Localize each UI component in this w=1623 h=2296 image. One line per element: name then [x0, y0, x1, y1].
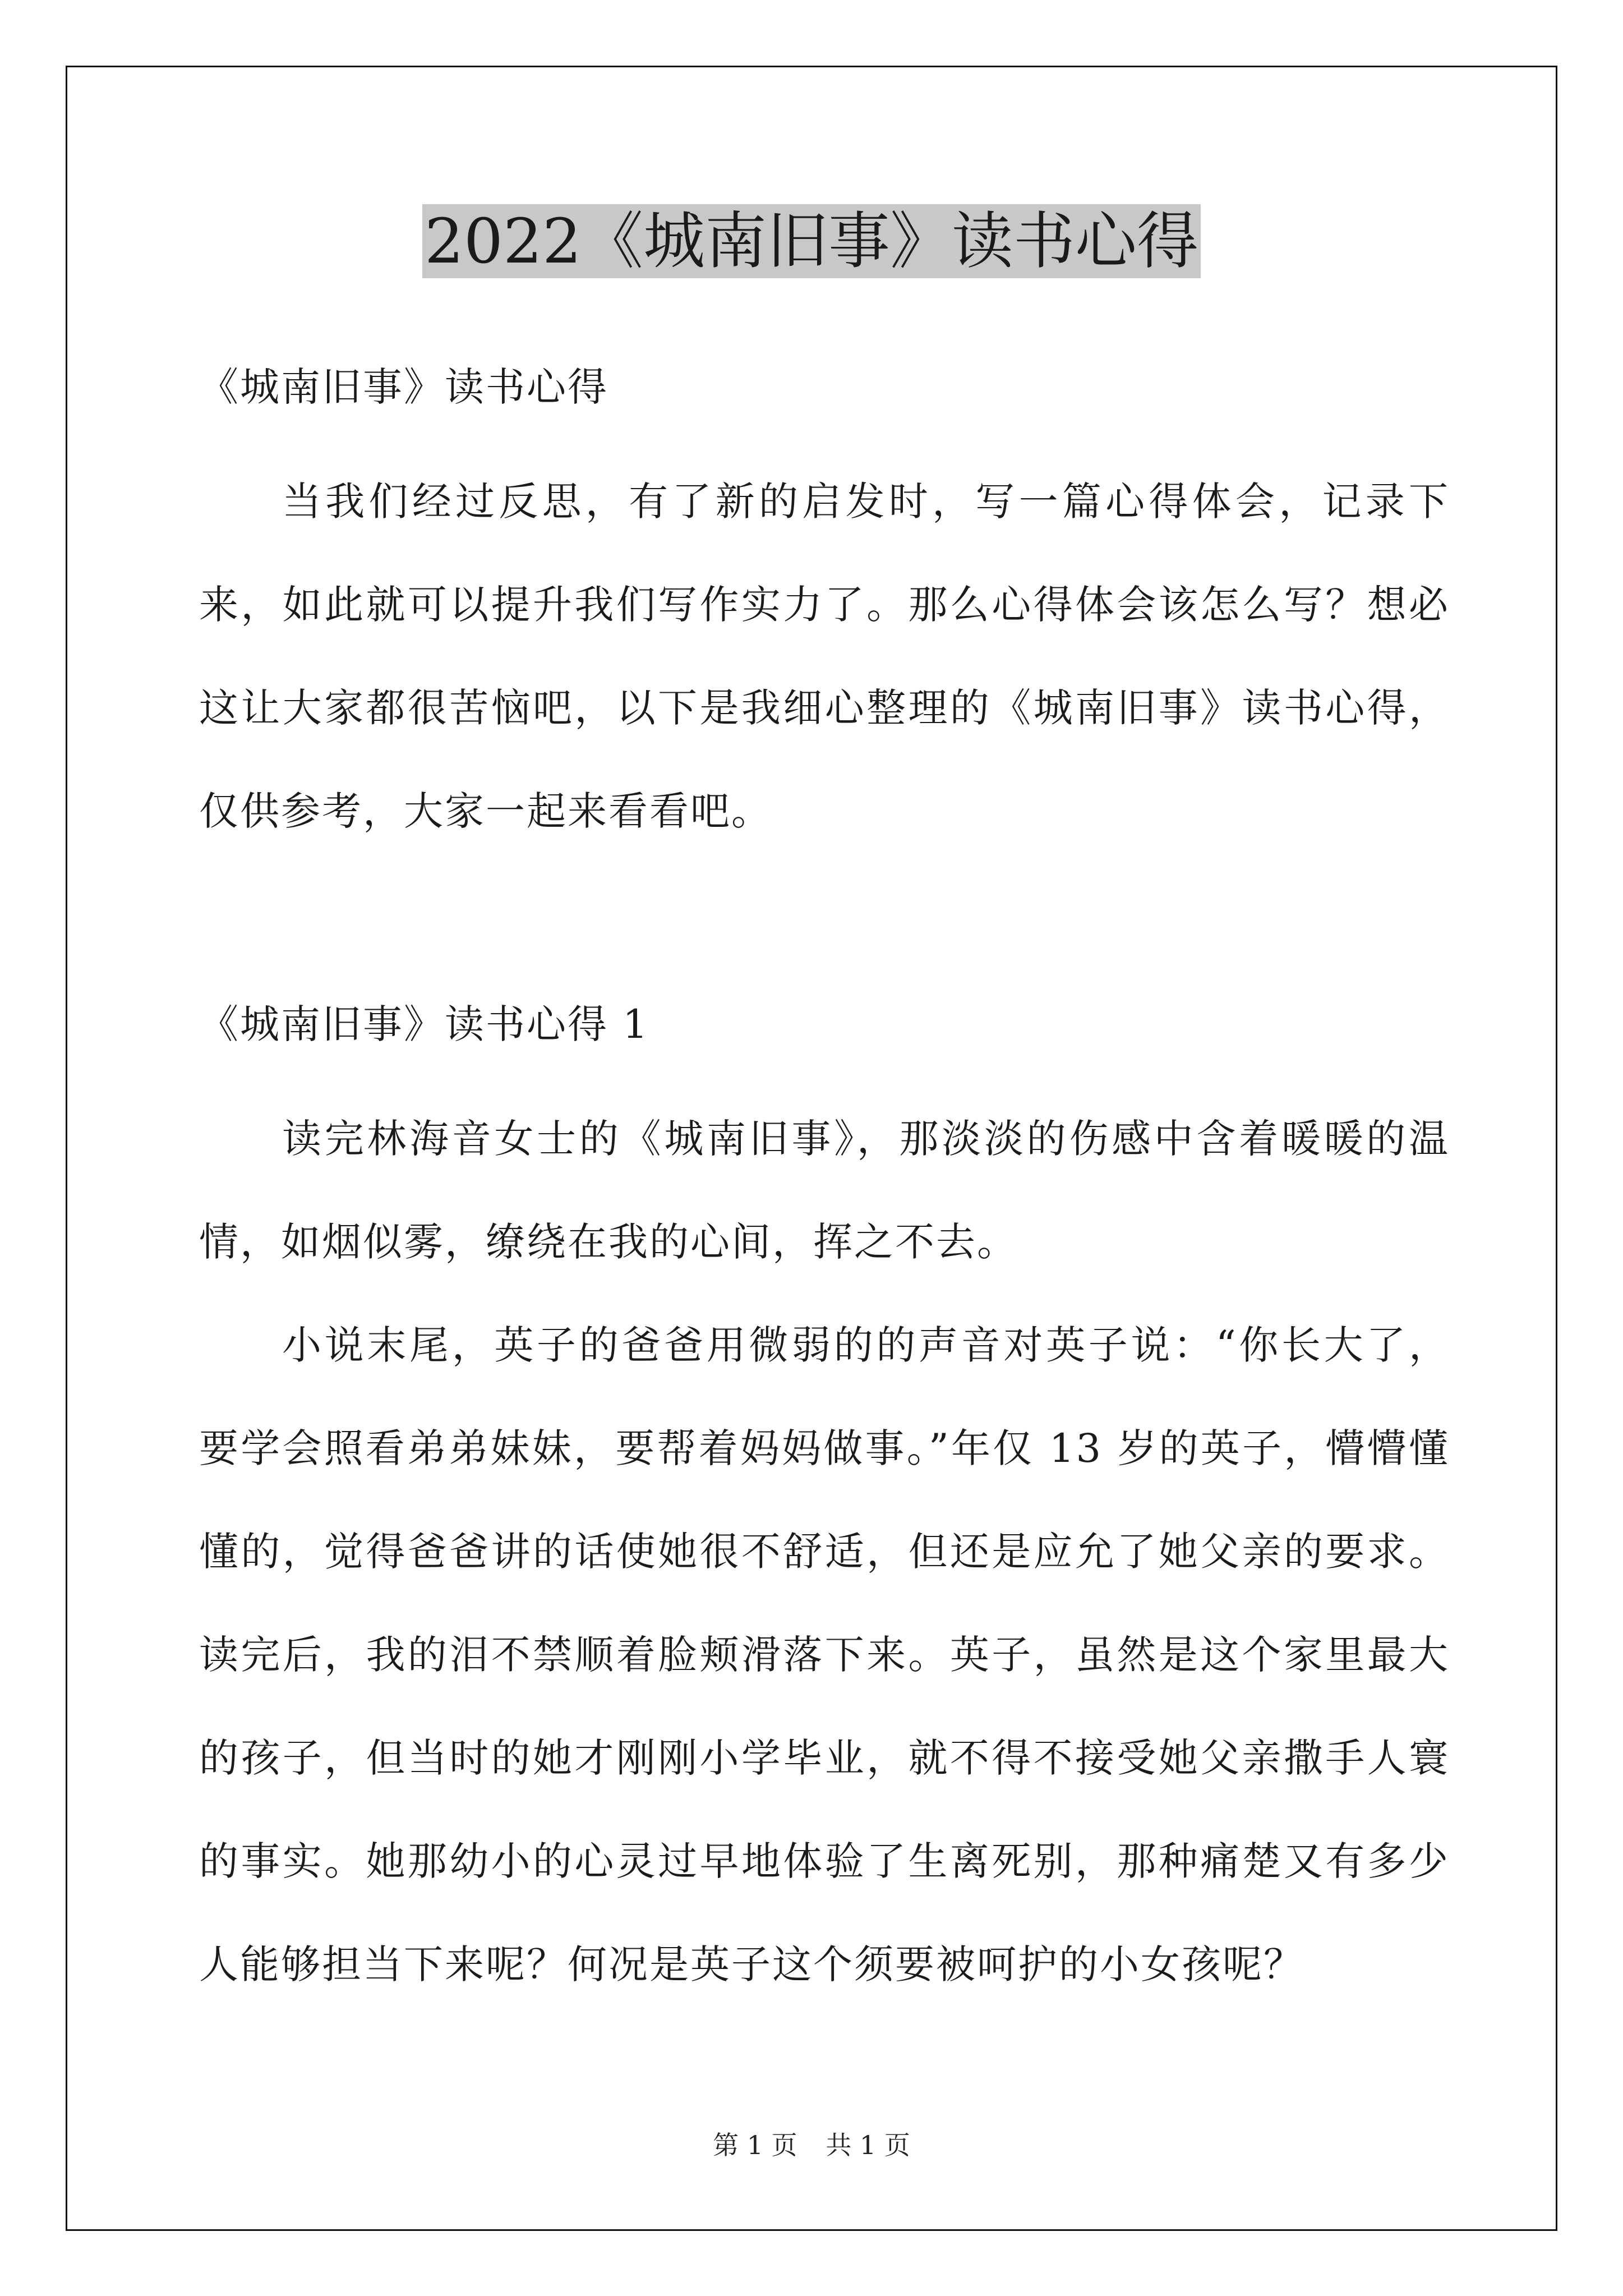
section-heading: 《城南旧事》读书心得 1: [199, 1001, 649, 1047]
document-title: [0, 202, 1623, 280]
intro-paragraph: 当我们经过反思，有了新的启发时，写一篇心得体会，记录下来，如此就可以提升我们写作实力了。那么心得体会该怎么写？想必这让大家都很苦恼吧，以下是我细心整理的《城南旧事》读书心得，仅供参考，大家一起来看看吧。: [199, 478, 1450, 834]
section-paragraph-2: 小说末尾，英子的爸爸用微弱的的声音对英子说：“你长大了，要学会照看弟弟妹妹，要帮着妈妈做事。”年仅 13 岁的英子，懵懵懂懂的，觉得爸爸讲的话使她很不舒适，但还是应允了她父亲的要求。读完后，我的泪不禁顺着脸颊滑落下来。英子，虽然是这个家里最大的孩子，但当时的她才刚刚小学毕业，就不得不接受她父亲撒手人寰的事实。她那幼小的心灵过早地体验了生离死别，那种痛楚又有多少人能够担当下来呢？何况是英子这个须要被呵护的小女孩呢？: [199, 1322, 1450, 1987]
section-paragraph-1: 读完林海音女士的《城南旧事》，那淡淡的伤感中含着暖暖的温情，如烟似雾，缭绕在我的心间，挥之不去。: [199, 1116, 1450, 1265]
page-number: 第 1 页: [713, 2130, 797, 2160]
document-title-text: 2022《城南旧事》读书心得: [422, 204, 1201, 278]
document-subtitle: 《城南旧事》读书心得: [199, 364, 608, 410]
page-total: 共 1 页: [826, 2130, 910, 2160]
page-footer: [0, 2128, 1623, 2162]
